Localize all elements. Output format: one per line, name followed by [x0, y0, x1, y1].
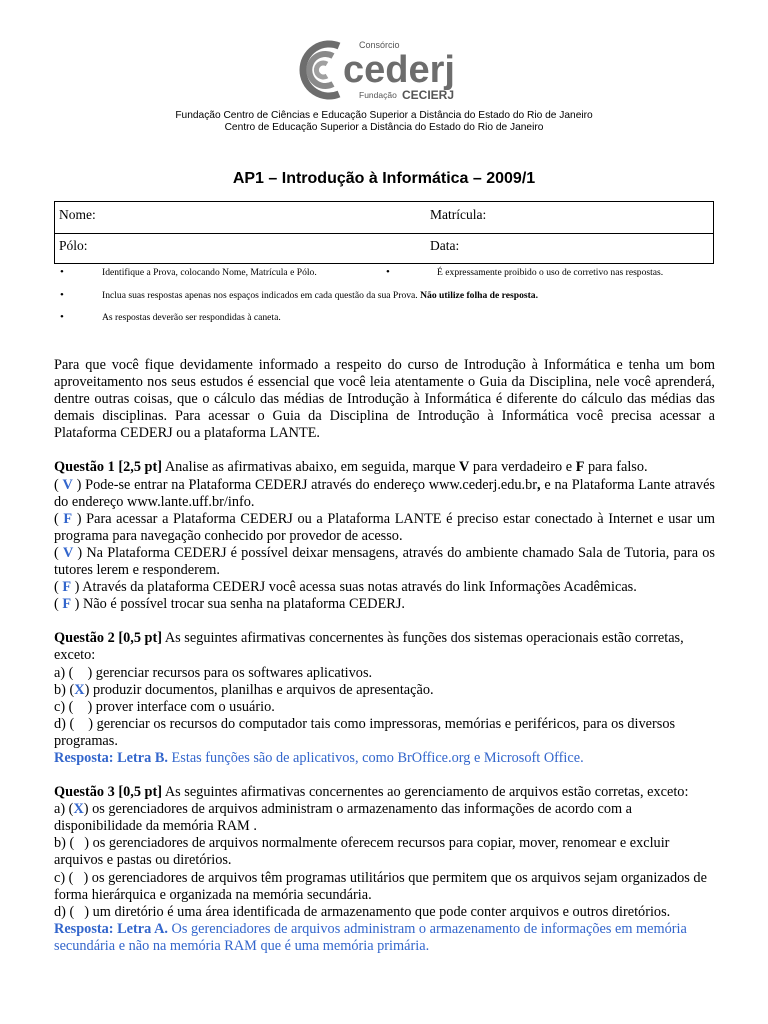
nome-field[interactable]: Nome:: [59, 207, 96, 222]
question-3-prompt: Questão 3 [0,5 pt] As seguintes afirmativas concernentes ao gerenciamento de arquivos estão corretas, exceto:: [54, 784, 689, 801]
logo-bottom-bold: CECIERJ: [402, 88, 455, 102]
q1-mark[interactable]: F: [63, 510, 73, 527]
q1-mark[interactable]: V: [62, 544, 74, 561]
q3-option: a) (X) os gerenciadores de arquivos administram o armazenamento das informações de acordo com a disponibilidade da memória RAM .: [54, 801, 633, 835]
bullet-icon: •: [60, 266, 64, 278]
question-3: [54, 784, 715, 955]
q2-option: c) ( ) prover interface com o usuário.: [54, 698, 275, 715]
question-1-prompt: Questão 1 [2,5 pt] Analise as afirmativas abaixo, em seguida, marque V para verdadeiro e F para falso.: [54, 459, 648, 476]
q3-option: b) ( ) os gerenciadores de arquivos normalmente oferecem recursos para copiar, mover, renomear e excluir arquivos e pastas ou diretórios.: [54, 835, 670, 869]
id-row-1: [55, 202, 713, 234]
q1-statement: ( V ) Pode-se entrar na Plataforma CEDERJ através do endereço www.cederj.edu.br, e na Plataforma Lante através do endereço www.lante.uff.br/info.: [54, 476, 715, 510]
bullet-icon: •: [60, 289, 64, 301]
q2-option: a) ( ) gerenciar recursos para os softwares aplicativos.: [54, 664, 373, 681]
id-row-2: [55, 233, 713, 264]
q1-statement: ( F ) Através da plataforma CEDERJ você acessa suas notas através do link Informações Acadêmicas.: [54, 579, 637, 596]
q3-option-mark[interactable]: X: [73, 801, 84, 818]
institution-header: [0, 110, 768, 134]
polo-field[interactable]: Pólo:: [59, 238, 88, 253]
question-1: [54, 459, 715, 613]
identification-box: [54, 201, 714, 264]
institution-line-2: Centro de Educação Superior a Distância do Estado do Rio de Janeiro: [224, 122, 544, 133]
q3-option: c) ( ) os gerenciadores de arquivos têm programas utilitários que permitem que os arquivos sejam organizados de forma hierárquica e organizada na memória secundária.: [54, 869, 707, 903]
cederj-logo: [295, 36, 480, 104]
q2-option-mark[interactable]: X: [74, 681, 85, 698]
matricula-field[interactable]: Matrícula:: [430, 207, 487, 222]
data-field[interactable]: Data:: [430, 238, 460, 253]
q1-mark[interactable]: F: [62, 579, 72, 596]
q1-statement: ( F ) Não é possível trocar sua senha na plataforma CEDERJ.: [54, 596, 405, 613]
q2-option: b) (X) produzir documentos, planilhas e arquivos de apresentação.: [54, 681, 434, 698]
q3-option: d) ( ) um diretório é uma área identificada de armazenamento que pode conter arquivos e outros diretórios.: [54, 903, 671, 920]
exam-body: [54, 357, 715, 955]
logo-main-text: cederj: [343, 49, 455, 91]
q1-statement: ( V ) Na Plataforma CEDERJ é possível deixar mensagens, através do ambiente chamado Sala de Tutoria, para os tutores lerem e responderem.: [54, 544, 715, 579]
q1-statement: ( F ) Para acessar a Plataforma CEDERJ ou a Plataforma LANTE é preciso estar conectado à Internet e usar um programa para navegação conhecido por provedor de acesso.: [54, 510, 715, 544]
intro-paragraph: Para que você fique devidamente informado a respeito do curso de Introdução à Informática e tenha um bom aproveitamento nos seus estudos é essencial que você leia atentamente o Guia da Disciplina, nele você aprenderá, dentre outras coisas, que o cálculo das médias de Introdução à Informática é diferente do cálculo das médias das demais disciplinas. Para acessar o Guia da Disciplina de Introdução à Informática você precisa acessar a Plataforma CEDERJ ou a plataforma LANTE.: [54, 357, 715, 442]
q1-mark[interactable]: F: [62, 596, 72, 613]
exam-title: AP1 – Introdução à Informática – 2009/1: [232, 170, 536, 187]
bullet-icon: •: [60, 311, 64, 323]
q1-mark[interactable]: V: [62, 476, 73, 493]
logo-bottom-small: Fundação: [359, 90, 397, 100]
cederj-logo-graphic: [295, 36, 480, 104]
q2-option: d) ( ) gerenciar os recursos do computador tais como impressoras, memórias e periféricos, para os diversos programas.: [54, 715, 676, 749]
logo-top-text: Consórcio: [359, 40, 400, 50]
q2-answer: Resposta: Letra B. Estas funções são de aplicativos, como BrOffice.org e Microsoft Office.: [54, 749, 584, 766]
question-2: [54, 630, 715, 767]
q3-answer: Resposta: Letra A. Os gerenciadores de arquivos administram o armazenamento de informações em memória secundária e não na memória RAM que é uma memória primária.: [54, 920, 687, 954]
institution-line-1: Fundação Centro de Ciências e Educação Superior a Distância do Estado do Rio de Janeiro: [175, 110, 593, 121]
question-2-prompt: Questão 2 [0,5 pt] As seguintes afirmativas concernentes às funções dos sistemas operacionais estão corretas, exceto:: [54, 630, 684, 664]
bullet-icon: •: [386, 266, 390, 278]
